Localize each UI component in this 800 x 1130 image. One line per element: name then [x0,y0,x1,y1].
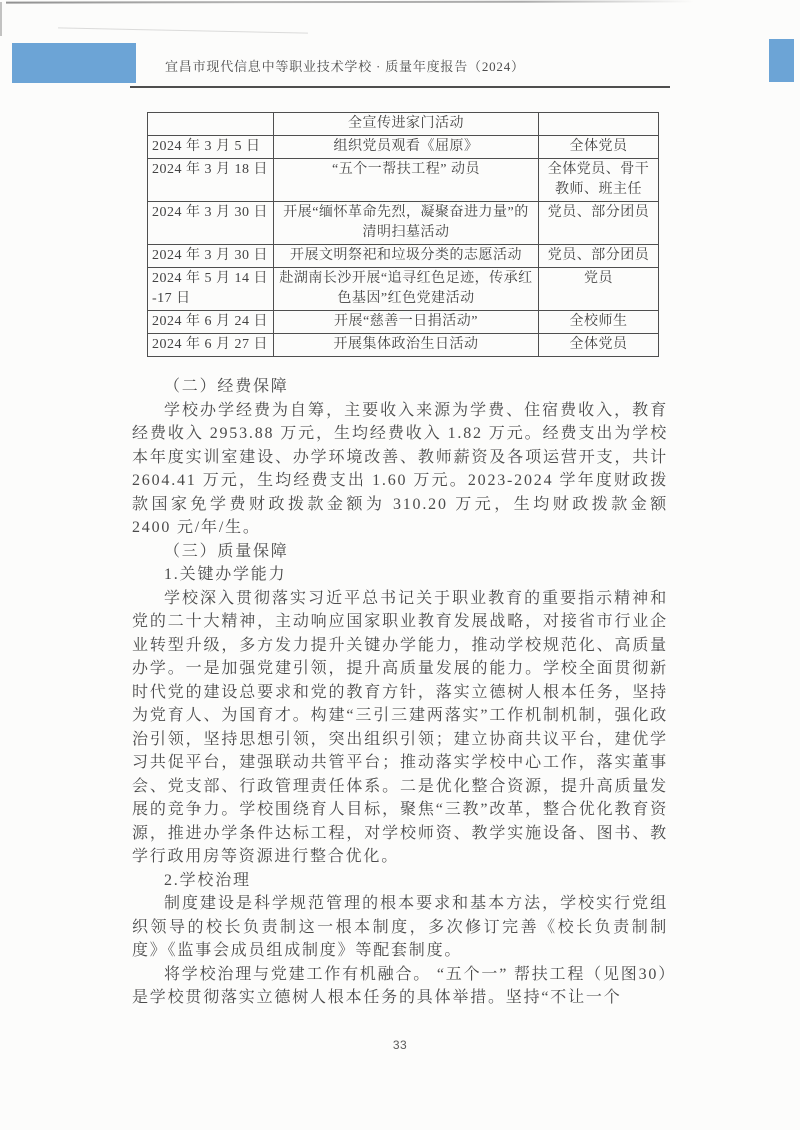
table-cell-date: 2024 年 3 月 5 日 [148,136,274,159]
table-cell-date: 2024 年 6 月 27 日 [148,334,274,357]
table-cell-participants: 全校师生 [539,311,659,334]
table-cell-participants: 党员、部分团员 [539,202,659,245]
page-body [132,112,668,1010]
activities-table [147,112,659,357]
paragraph-capability-details: 学校深入贯彻落实习近平总书记关于职业教育的重要指示精神和党的二十大精神，主动响应国家职业教育发展战略，对接省市行业企业转型升级，多方发力提升关键办学能力，推动学校规范化、高质量办学。一是加强党建引领，提升高质量发展的能力。学校全面贯彻新时代党的建设总要求和党的教育方针，落实立德树人根本任务，坚持为党育人、为国育才。构建“三引三建两落实”工作机制机制，强化政治引领，坚持思想引领，突出组织引领；建立协商共议平台，建优学习共促平台，建强联动共管平台；推动落实学校中心工作，落实董事会、党支部、行政管理责任体系。二是优化整合资源，提升高质量发展的竞争力。学校围绕育人目标，聚焦“三教”改革，整合优化教育资源，推进办学条件达标工程，对学校师资、教学实施设备、图书、教学行政用房等资源进行整合优化。 [132,589,668,865]
table-row [148,268,659,311]
paragraph-subsection-capability-heading: 1.关键办学能力 [164,566,287,583]
table-row [148,159,659,202]
table-row [148,136,659,159]
header-right-decoration [769,39,794,82]
table-cell-activity: 赴湖南长沙开展“追寻红色足迹，传承红色基因”红色党建活动 [274,268,539,311]
table-cell-activity: “五个一帮扶工程” 动员 [274,159,539,202]
table-cell-participants: 全体党员 [539,334,659,357]
table-cell-date [148,113,274,136]
table-row [148,334,659,357]
paragraph-subsection-governance-heading: 2.学校治理 [164,871,251,889]
header-left-decoration [12,43,136,83]
paragraph-funding-details: 学校办学经费为自筹，主要收入来源为学费、住宿费收入，教育经费收入 2953.88 万元，生均经费收入 1.82 万元。经费支出为学校本年度实训室建设、办学环境改善、教师薪资及各项运营开支，共计 2604.41 万元，生均经费支出 1.60 万元。2023-2024 学年度财政拨款国家免学费财政拨款金额为 310.20 万元，生均财政拨款金额 2400 元/年/生。 [132,401,668,536]
table-cell-date: 2024 年 5 月 14 日 -17 日 [148,268,274,311]
table-row [148,113,659,136]
scan-artifact-left-tick [0,2,2,36]
paragraph-governance-party-integration: 将学校治理与党建工作有机融合。 “五个一” 帮扶工程（见图30）是学校贯彻落实立德树人根本任务的具体举措。坚持“不让一个 [132,965,668,1006]
report-text [132,375,668,1010]
table-cell-participants: 全体党员 [539,136,659,159]
report-title: 宜昌市现代信息中等职业技术学校 · 质量年度报告（2024） [165,59,525,74]
table-cell-participants [539,113,659,136]
table-cell-activity: 开展“缅怀革命先烈，凝聚奋进力量”的清明扫墓活动 [274,202,539,245]
table-row [148,202,659,245]
table-cell-activity: 组织党员观看《屈原》 [274,136,539,159]
paragraph-section-quality-heading: （三）质量保障 [164,542,289,560]
table-row [148,245,659,268]
scan-artifact-top-line [6,0,694,3]
scan-artifact-diagonal [58,27,308,33]
header-divider [130,86,670,88]
table-cell-participants: 党员 [539,268,659,311]
table-cell-date: 2024 年 3 月 30 日 [148,245,274,268]
table-cell-participants: 党员、部分团员 [539,245,659,268]
table-cell-date: 2024 年 3 月 30 日 [148,202,274,245]
table-cell-activity: 开展“慈善一日捐活动” [274,311,539,334]
table-cell-activity: 开展集体政治生日活动 [274,334,539,357]
paragraph-section-funding-heading: （二）经费保障 [164,378,289,395]
table-row [148,311,659,334]
table-cell-date: 2024 年 3 月 18 日 [148,159,274,202]
table-cell-activity: 全宣传进家门活动 [274,113,539,136]
paragraph-governance-details: 制度建设是科学规范管理的根本要求和基本方法，学校实行党组织领导的校长负责制这一根本制度，多次修订完善《校长负责制制度》《监事会成员组成制度》等配套制度。 [132,895,668,959]
table-cell-activity: 开展文明祭祀和垃圾分类的志愿活动 [274,245,539,268]
table-cell-date: 2024 年 6 月 24 日 [148,311,274,334]
page-number: 33 [392,1038,408,1052]
table-cell-participants: 全体党员、骨干教师、班主任 [539,159,659,202]
